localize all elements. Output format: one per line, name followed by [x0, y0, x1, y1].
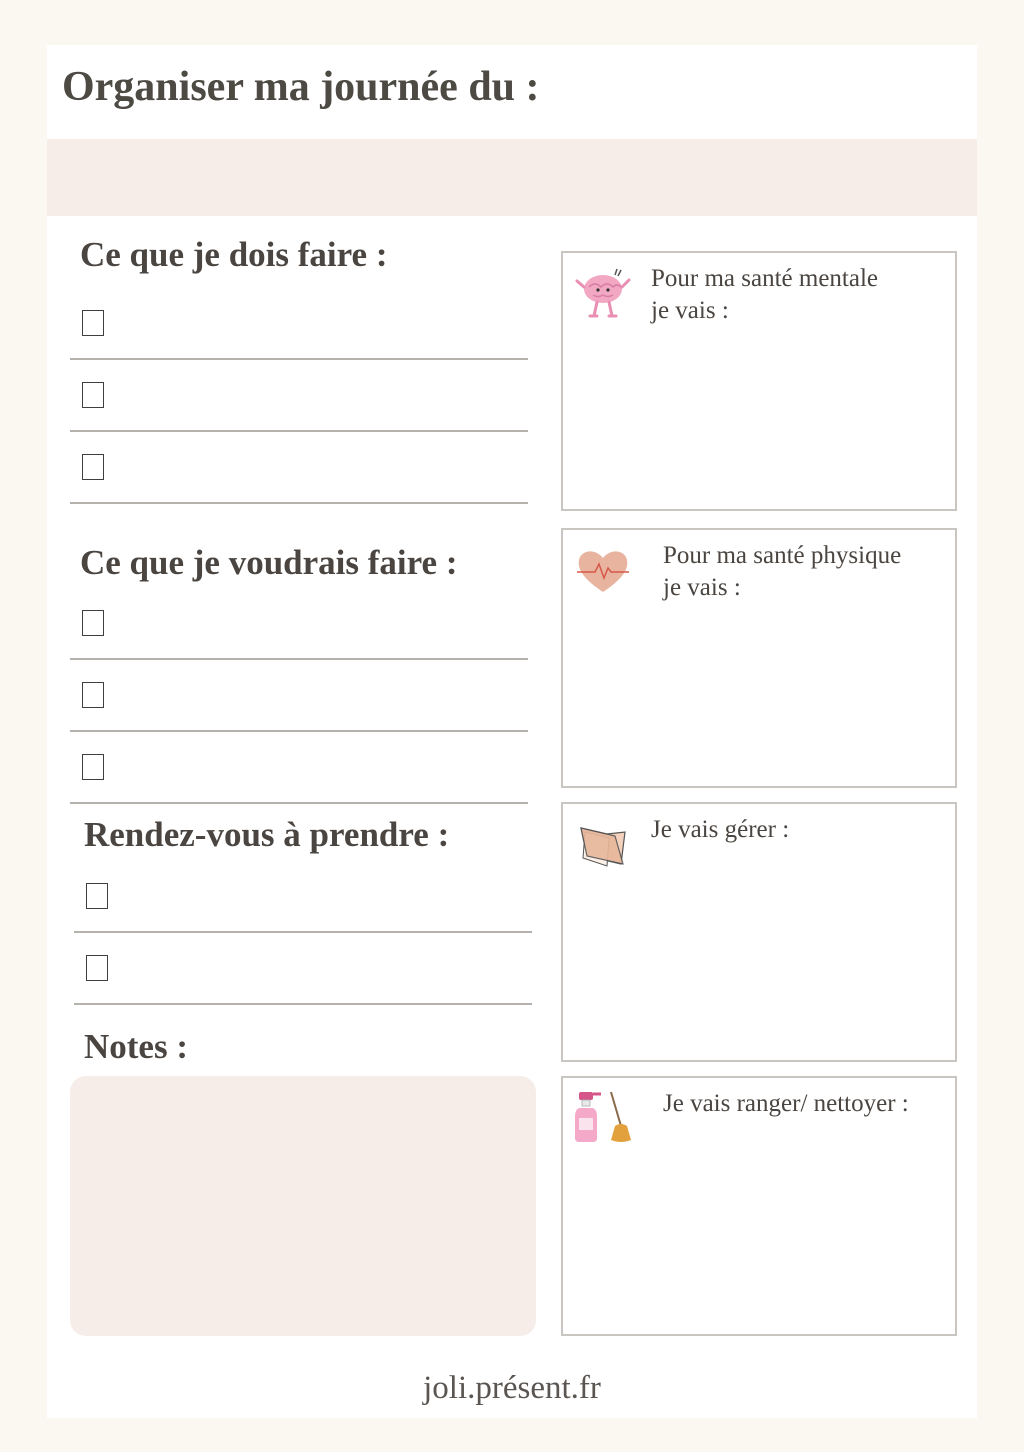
appointments-section-title: Rendez-vous à prendre : [84, 815, 450, 854]
folder-icon [573, 814, 633, 874]
mental-health-label-line1: Pour ma santé mentale [651, 265, 879, 292]
manage-label: Je vais gérer : [651, 816, 790, 843]
todo-checkbox[interactable] [82, 454, 104, 480]
todo-checkbox[interactable] [82, 382, 104, 408]
todo-checkbox[interactable] [82, 310, 104, 336]
physical-health-label-line1: Pour ma santé physique [663, 542, 902, 569]
mental-health-label [651, 263, 878, 327]
mental-health-panel[interactable] [561, 251, 957, 511]
manage-panel[interactable] [561, 802, 957, 1062]
notes-area[interactable] [70, 1076, 536, 1336]
cleaning-label: Je vais ranger/ nettoyer : [663, 1090, 909, 1117]
todo-row [70, 360, 528, 432]
planner-sheet [47, 45, 977, 1418]
mental-health-label-line2: je vais : [651, 297, 729, 324]
wish-checkbox[interactable] [82, 682, 104, 708]
wish-section-title: Ce que je voudrais faire : [80, 543, 458, 582]
todo-row [70, 432, 528, 504]
date-field[interactable] [47, 139, 977, 216]
wish-row [70, 588, 528, 660]
wish-row [70, 732, 528, 804]
heart-icon [573, 540, 633, 600]
appointment-row [74, 933, 532, 1005]
physical-health-label-line2: je vais : [663, 574, 741, 601]
cleaning-icon [573, 1088, 633, 1148]
page-title: Organiser ma journée du : [62, 64, 540, 110]
todo-section-title: Ce que je dois faire : [80, 235, 388, 274]
notes-title: Notes : [84, 1027, 188, 1066]
appointment-checkbox[interactable] [86, 883, 108, 909]
brain-icon [573, 263, 633, 323]
wish-row [70, 660, 528, 732]
appointment-checkbox[interactable] [86, 955, 108, 981]
footer-website[interactable]: joli.présent.fr [423, 1370, 601, 1406]
physical-health-label [663, 540, 901, 604]
appointment-row [74, 861, 532, 933]
cleaning-panel[interactable] [561, 1076, 957, 1336]
wish-checkbox[interactable] [82, 754, 104, 780]
wish-checkbox[interactable] [82, 610, 104, 636]
physical-health-panel[interactable] [561, 528, 957, 788]
todo-row [70, 288, 528, 360]
